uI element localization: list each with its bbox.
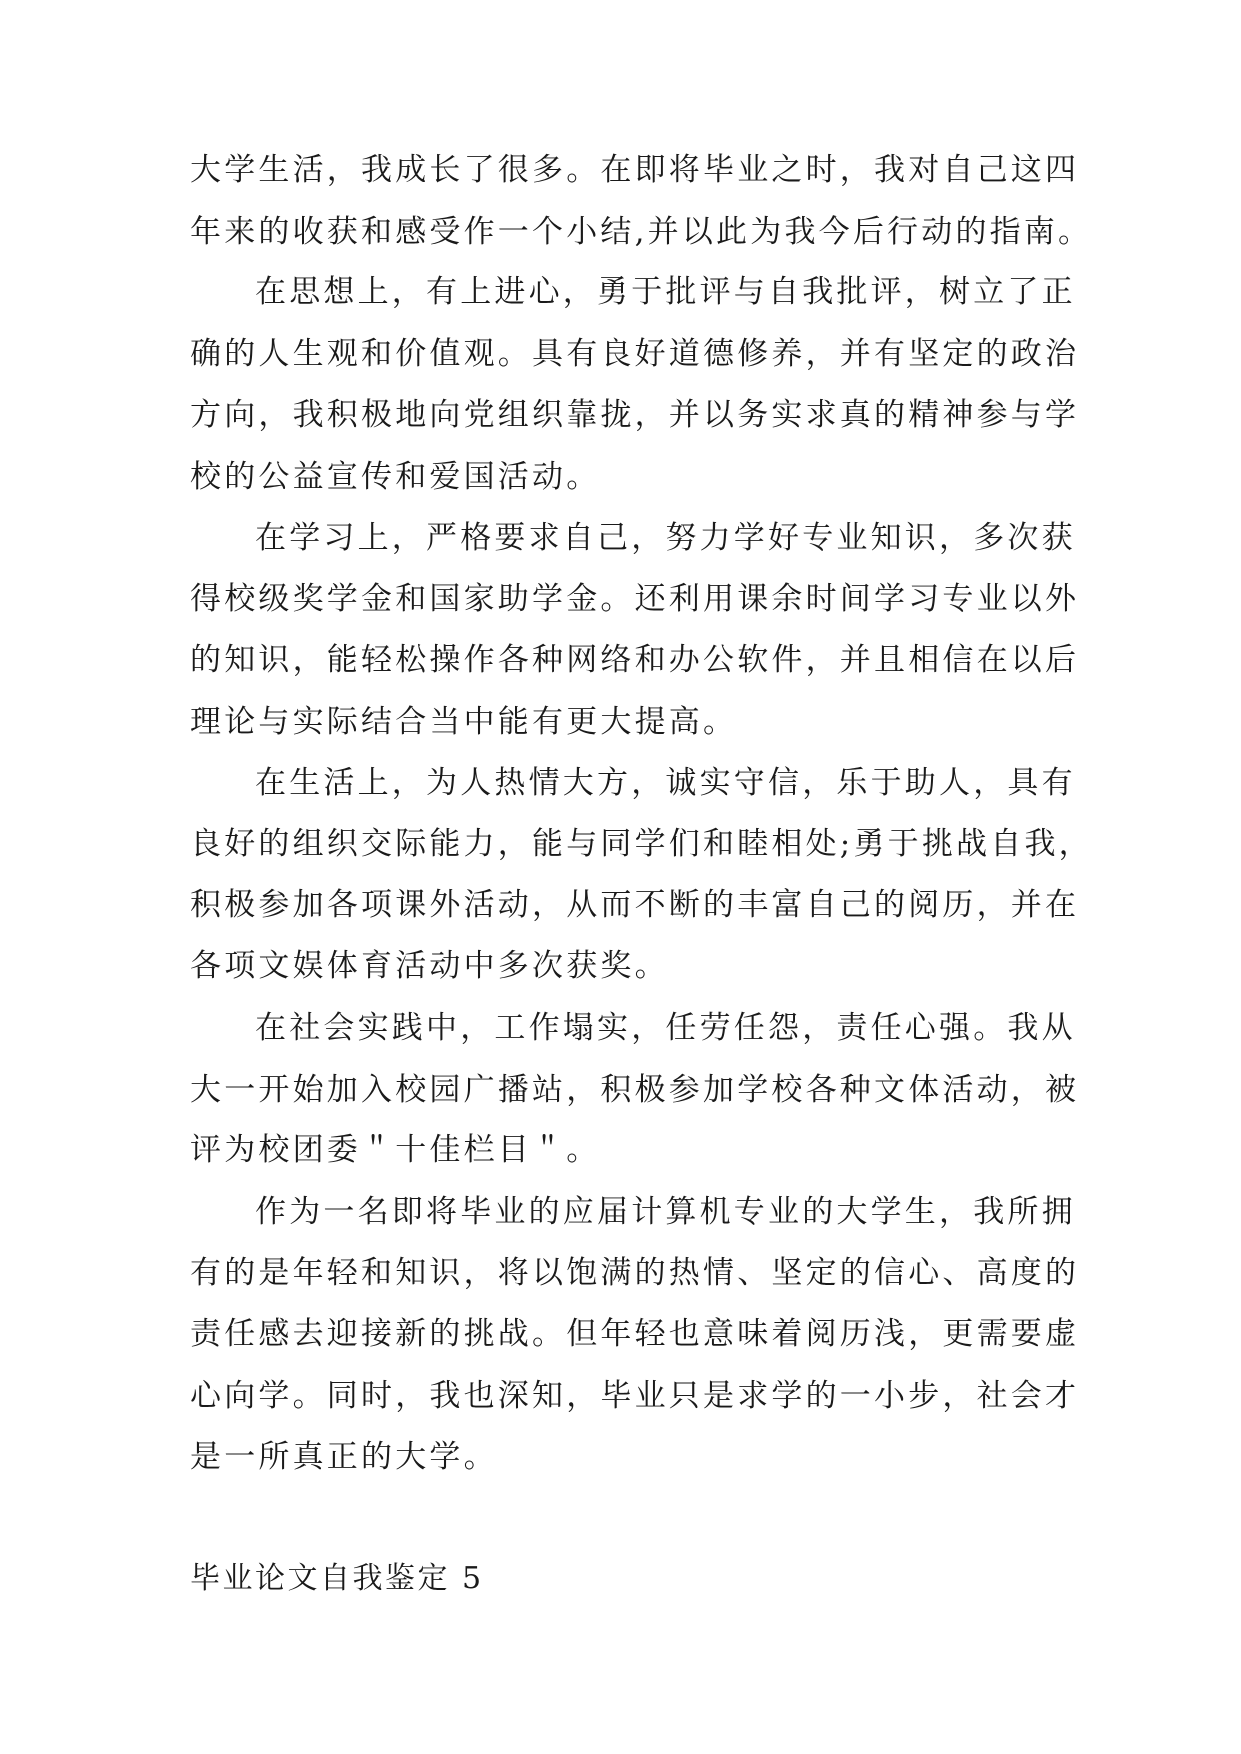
paragraph-start-line: 在生活上，为人热情大方，诚实守信，乐于助人，具有	[255, 765, 1076, 801]
text-line: 校的公益宣传和爱国活动。	[190, 459, 601, 495]
text-line: 是一所真正的大学。	[190, 1439, 498, 1475]
text-line: 的知识，能轻松操作各种网络和办公软件，并且相信在以后	[190, 642, 1080, 678]
text-line: 心向学。同时，我也深知，毕业只是求学的一小步，社会才	[190, 1378, 1080, 1414]
text-line: 得校级奖学金和国家助学金。还利用课余时间学习专业以外	[190, 581, 1080, 617]
paragraph-start-line: 在社会实践中，工作塌实，任劳任怨，责任心强。我从	[255, 1010, 1076, 1046]
paragraph-start-line: 在学习上，严格要求自己，努力学好专业知识，多次获	[255, 520, 1076, 556]
text-line: 评为校团委＂十佳栏目＂。	[190, 1132, 601, 1168]
paragraph-start-line: 在思想上，有上进心，勇于批评与自我批评，树立了正	[255, 274, 1076, 310]
text-line: 大一开始加入校园广播站，积极参加学校各种文体活动，被	[190, 1072, 1080, 1108]
section-heading: 毕业论文自我鉴定 5	[190, 1561, 484, 1596]
paragraph-start-line: 作为一名即将毕业的应届计算机专业的大学生，我所拥	[255, 1194, 1076, 1230]
text-line: 确的人生观和价值观。具有良好道德修养，并有坚定的政治	[190, 336, 1080, 372]
text-line: 大学生活，我成长了很多。在即将毕业之时，我对自己这四	[190, 152, 1080, 188]
text-line: 年来的收获和感受作一个小结,并以此为我今后行动的指南。	[190, 214, 1093, 250]
text-line: 方向，我积极地向党组织靠拢，并以务实求真的精神参与学	[190, 397, 1080, 433]
text-line: 责任感去迎接新的挑战。但年轻也意味着阅历浅，更需要虚	[190, 1316, 1080, 1352]
text-line: 良好的组织交际能力，能与同学们和睦相处;勇于挑战自我，	[190, 826, 1093, 862]
text-line: 各项文娱体育活动中多次获奖。	[190, 948, 669, 984]
text-line: 积极参加各项课外活动，从而不断的丰富自己的阅历，并在	[190, 887, 1080, 923]
text-line: 有的是年轻和知识，将以饱满的热情、坚定的信心、高度的	[190, 1255, 1080, 1291]
text-line: 理论与实际结合当中能有更大提高。	[190, 704, 738, 740]
